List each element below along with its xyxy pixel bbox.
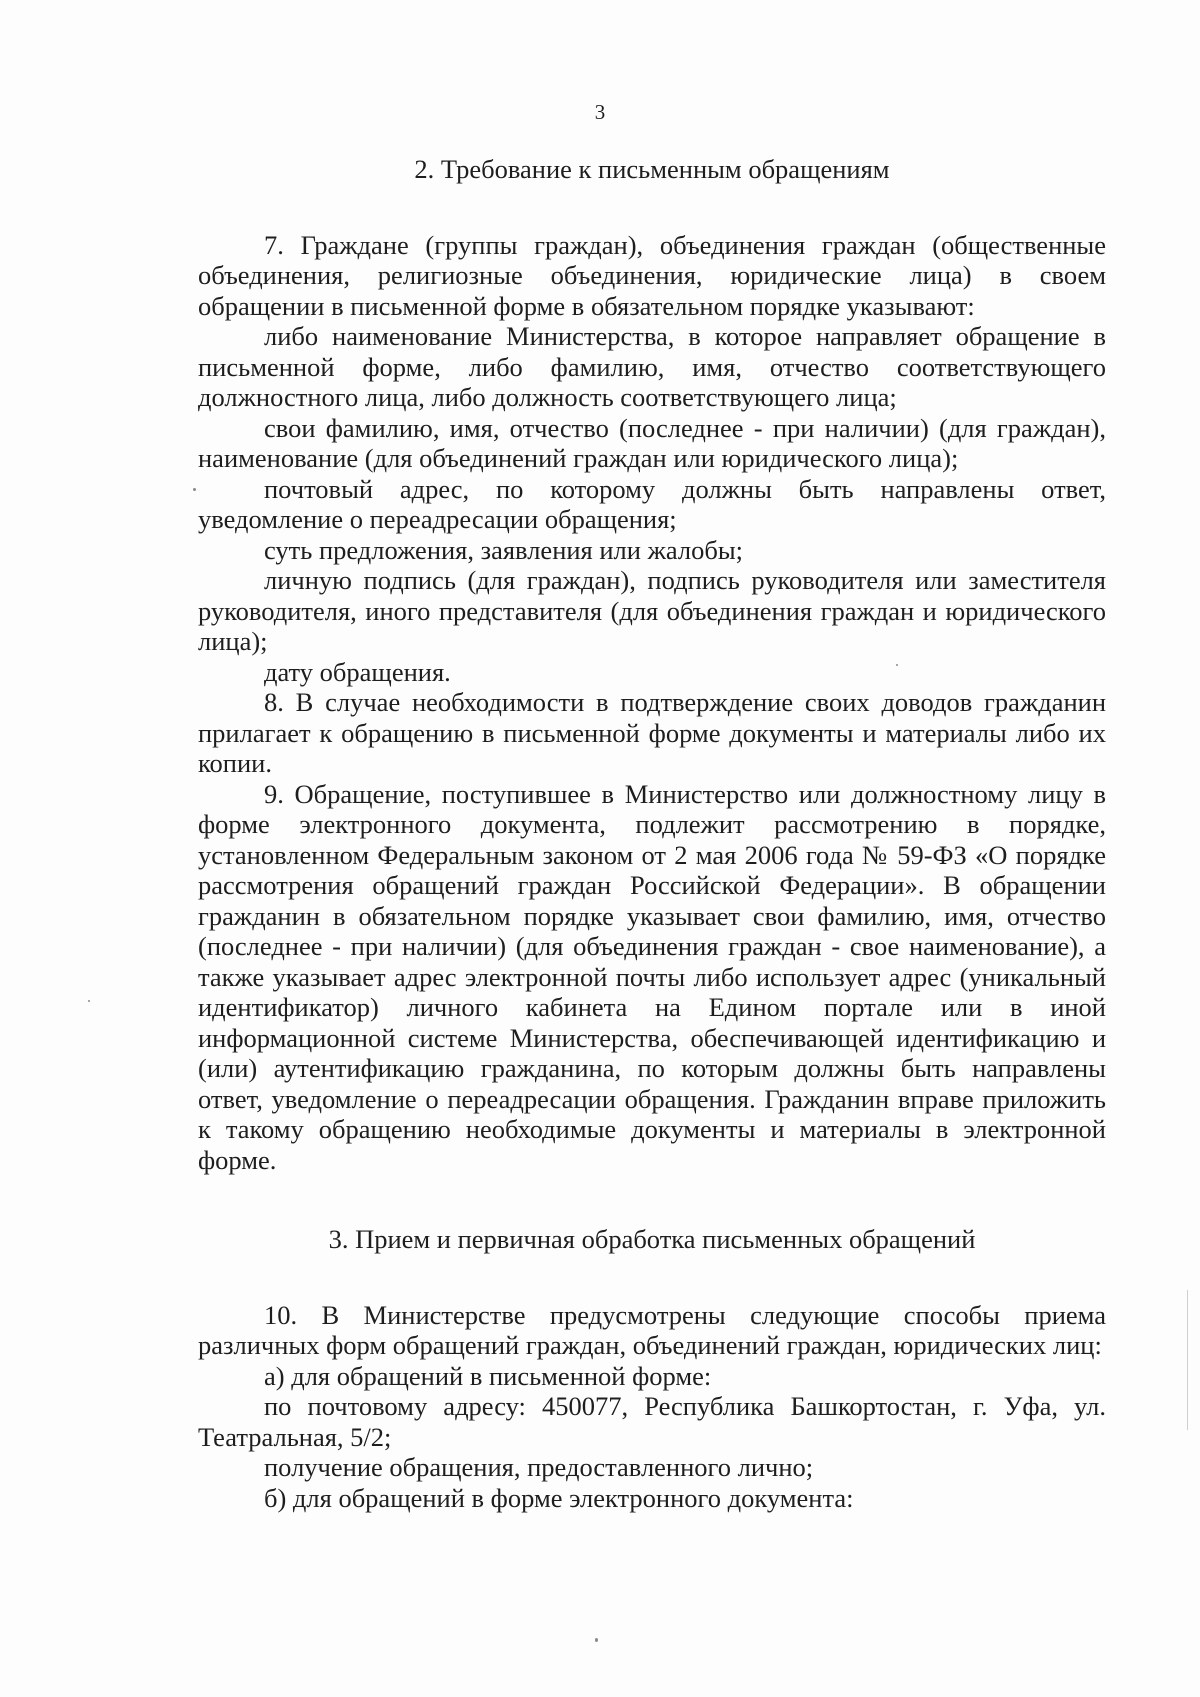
paragraph-9: 9. Обращение, поступившее в Министерство или должностному лицу в форме электронного документа, подлежит рассмотрению в порядке, установленном Федеральным законом от 2 мая 2006 года № 59-ФЗ «О порядке рассмотрения обращений граждан Российской Федерации». В обращении гражданин в обязательном порядке указывает свои фамилию, имя, отчество (последнее - при наличии) (для объединения граждан - свое наименование), а также указывает адрес электронной почты либо использует адрес (уникальный идентификатор) личного кабинета на Едином портале или в иной информационной системе Министерства, обеспечивающей идентификацию и (или) аутентификацию гражданина, по которым должны быть направлены ответ, уведомление о переадресации обращения. Гражданин вправе приложить к такому обращению необходимые документы и материалы в электронной форме. (198, 778, 1106, 1175)
requirement-recipient: либо наименование Министерства, в которое направляет обращение в письменной форме, либо фамилию, имя, отчество соответствующего должностного лица, либо должность соответствующего лица; (198, 321, 1106, 412)
scan-speck (595, 1638, 598, 1642)
scan-edge-line (1187, 1290, 1188, 1430)
scan-speck (193, 488, 196, 491)
requirement-address: почтовый адрес, по которому должны быть направлены ответ, уведомление о переадресации обращения; (198, 473, 1106, 534)
item-a: а) для обращений в письменной форме: (264, 1360, 712, 1391)
item-b: б) для обращений в форме электронного документа: (264, 1482, 854, 1513)
requirement-essence: суть предложения, заявления или жалобы; (264, 534, 744, 565)
paragraph-10: 10. В Министерстве предусмотрены следующие способы приема различных форм обращений граждан, объединений граждан, юридических лиц: (198, 1299, 1106, 1360)
personal-delivery: получение обращения, предоставленного лично; (264, 1452, 814, 1482)
scan-speck (88, 1000, 90, 1002)
section-2-heading: 2. Требование к письменным обращениям (414, 154, 890, 184)
requirement-signature: личную подпись (для граждан), подпись руководителя или заместителя руководителя, иного представителя (для объединения граждан и юридического лица); (198, 565, 1106, 656)
requirement-name: свои фамилию, имя, отчество (последнее - при наличии) (для граждан), наименование (для объединений граждан или юридического лица); (198, 412, 1106, 473)
paragraph-7: 7. Граждане (группы граждан), объединения граждан (общественные объединения, религиозные объединения, юридические лица) в своем обращении в письменной форме в обязательном порядке указывают: (198, 229, 1106, 321)
page-content (198, 154, 1106, 1513)
requirement-date: дату обращения. (264, 656, 451, 687)
page-number: 3 (594, 100, 606, 124)
section-3-heading: 3. Прием и первичная обработка письменных обращений (328, 1224, 976, 1254)
paragraph-8: 8. В случае необходимости в подтверждение своих доводов гражданин прилагает к обращению в письменной форме документы и материалы либо их копии. (198, 687, 1106, 778)
scan-speck (896, 664, 898, 666)
postal-address: по почтовому адресу: 450077, Республика Башкортостан, г. Уфа, ул. Театральная, 5/2; (198, 1391, 1106, 1452)
